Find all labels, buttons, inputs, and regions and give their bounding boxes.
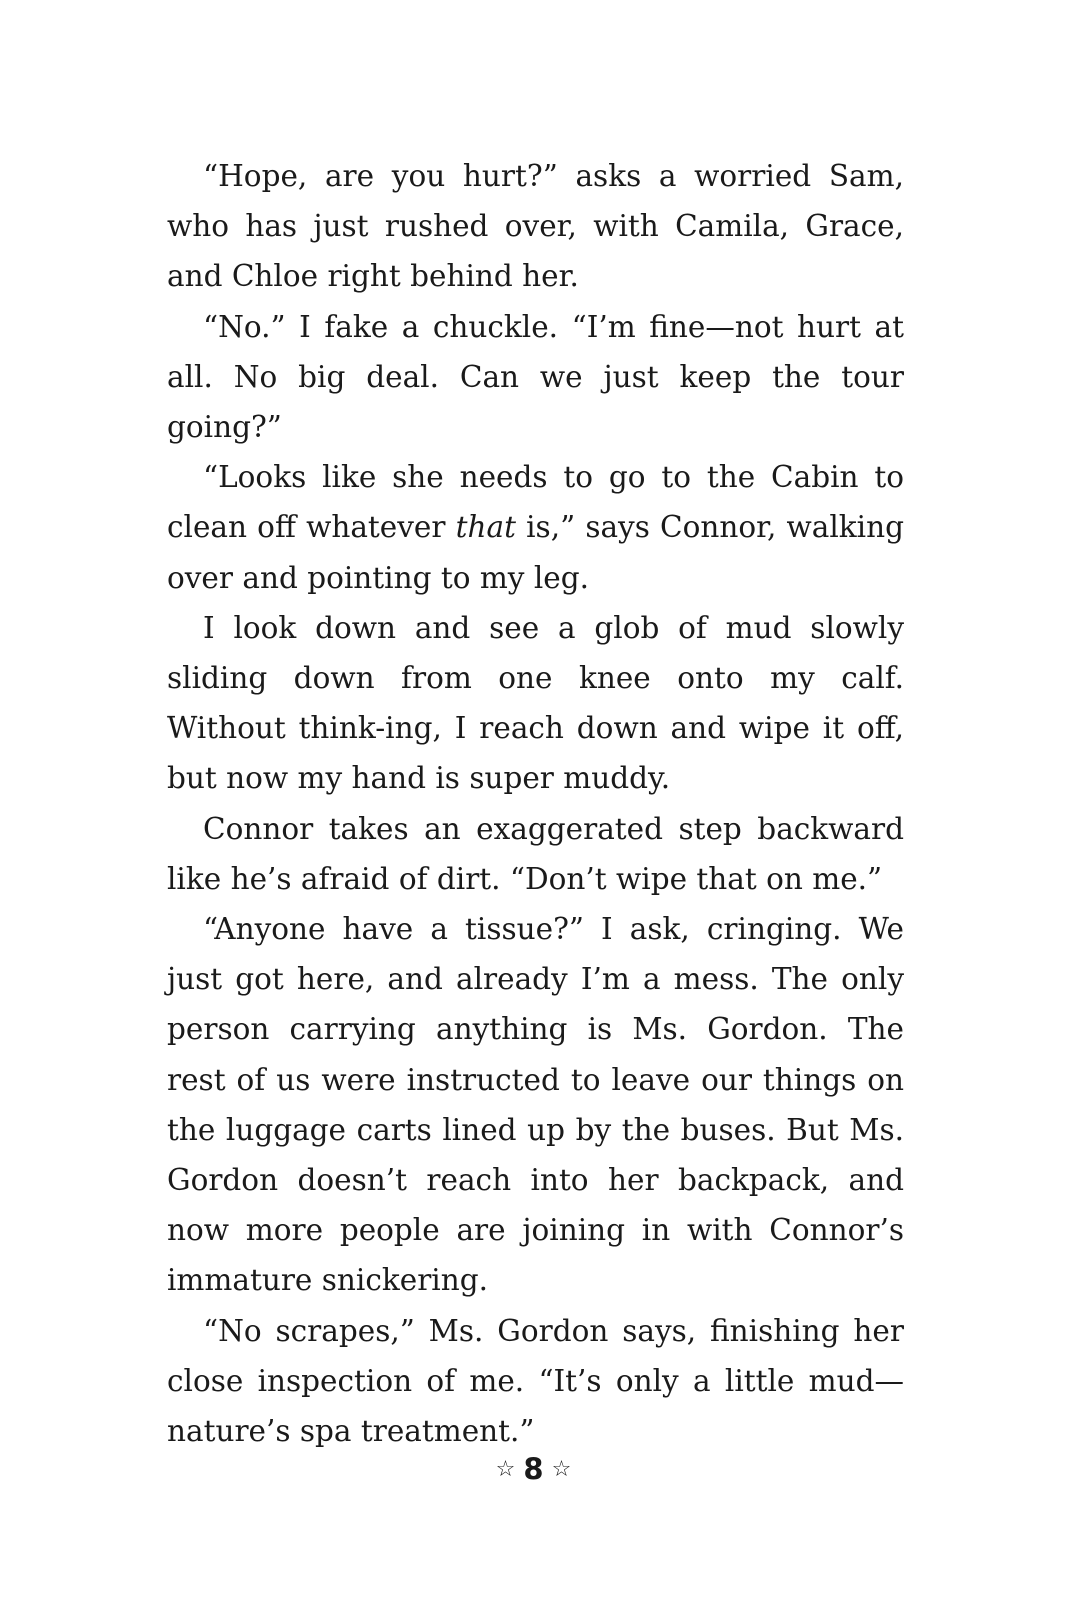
italic-emphasis: that bbox=[455, 510, 516, 545]
paragraph-text: I look down and see a glob of mud slowly sliding down from one knee onto my calf. Without think-ing, I reach down and wipe it off, but now my hand is super muddy. bbox=[167, 610, 904, 796]
paragraph-text: “Anyone have a tissue?” I ask, cringing. We just got here, and already I’m a mess. The only person carrying anything is Ms. Gordon. The rest of us were instructed to leave our things on the luggage carts lined up by the buses. But Ms. Gordon doesn’t reach into her backpack, and now more people are joining in with Connor’s immature snickering. bbox=[167, 912, 904, 1298]
page-number-folio bbox=[0, 1452, 1067, 1486]
paragraph-text: “Looks like she needs to go to the Cabin to clean off whatever bbox=[167, 460, 904, 545]
paragraph-text: “Hope, are you hurt?” asks a worried Sam, who has just rushed over, with Camila, Grace, and Chloe right behind her. bbox=[167, 159, 904, 294]
paragraph-5 bbox=[167, 804, 904, 904]
paragraph-text: is,” says Connor, walking over and pointing to my leg. bbox=[167, 510, 905, 595]
paragraph-text: Connor takes an exaggerated step backward like he’s afraid of dirt. “Don’t wipe that on me.” bbox=[167, 811, 904, 896]
star-outline-icon: ☆ bbox=[495, 1457, 516, 1482]
paragraph-2 bbox=[167, 302, 904, 453]
star-outline-icon: ☆ bbox=[551, 1457, 572, 1482]
paragraph-6 bbox=[167, 904, 904, 1306]
paragraph-text: “No scrapes,” Ms. Gordon says, finishing her close inspection of me. “It’s only a little mud—nature’s spa treatment.” bbox=[167, 1313, 904, 1449]
paragraph-3 bbox=[167, 452, 904, 603]
paragraph-1 bbox=[167, 151, 904, 302]
body-text bbox=[167, 151, 904, 1456]
paragraph-7 bbox=[167, 1306, 904, 1457]
paragraph-text: “No.” I fake a chuckle. “I’m fine—not hurt at all. No big deal. Can we just keep the tour going?” bbox=[167, 309, 904, 445]
page-number: 8 bbox=[523, 1452, 544, 1486]
paragraph-4 bbox=[167, 603, 904, 804]
